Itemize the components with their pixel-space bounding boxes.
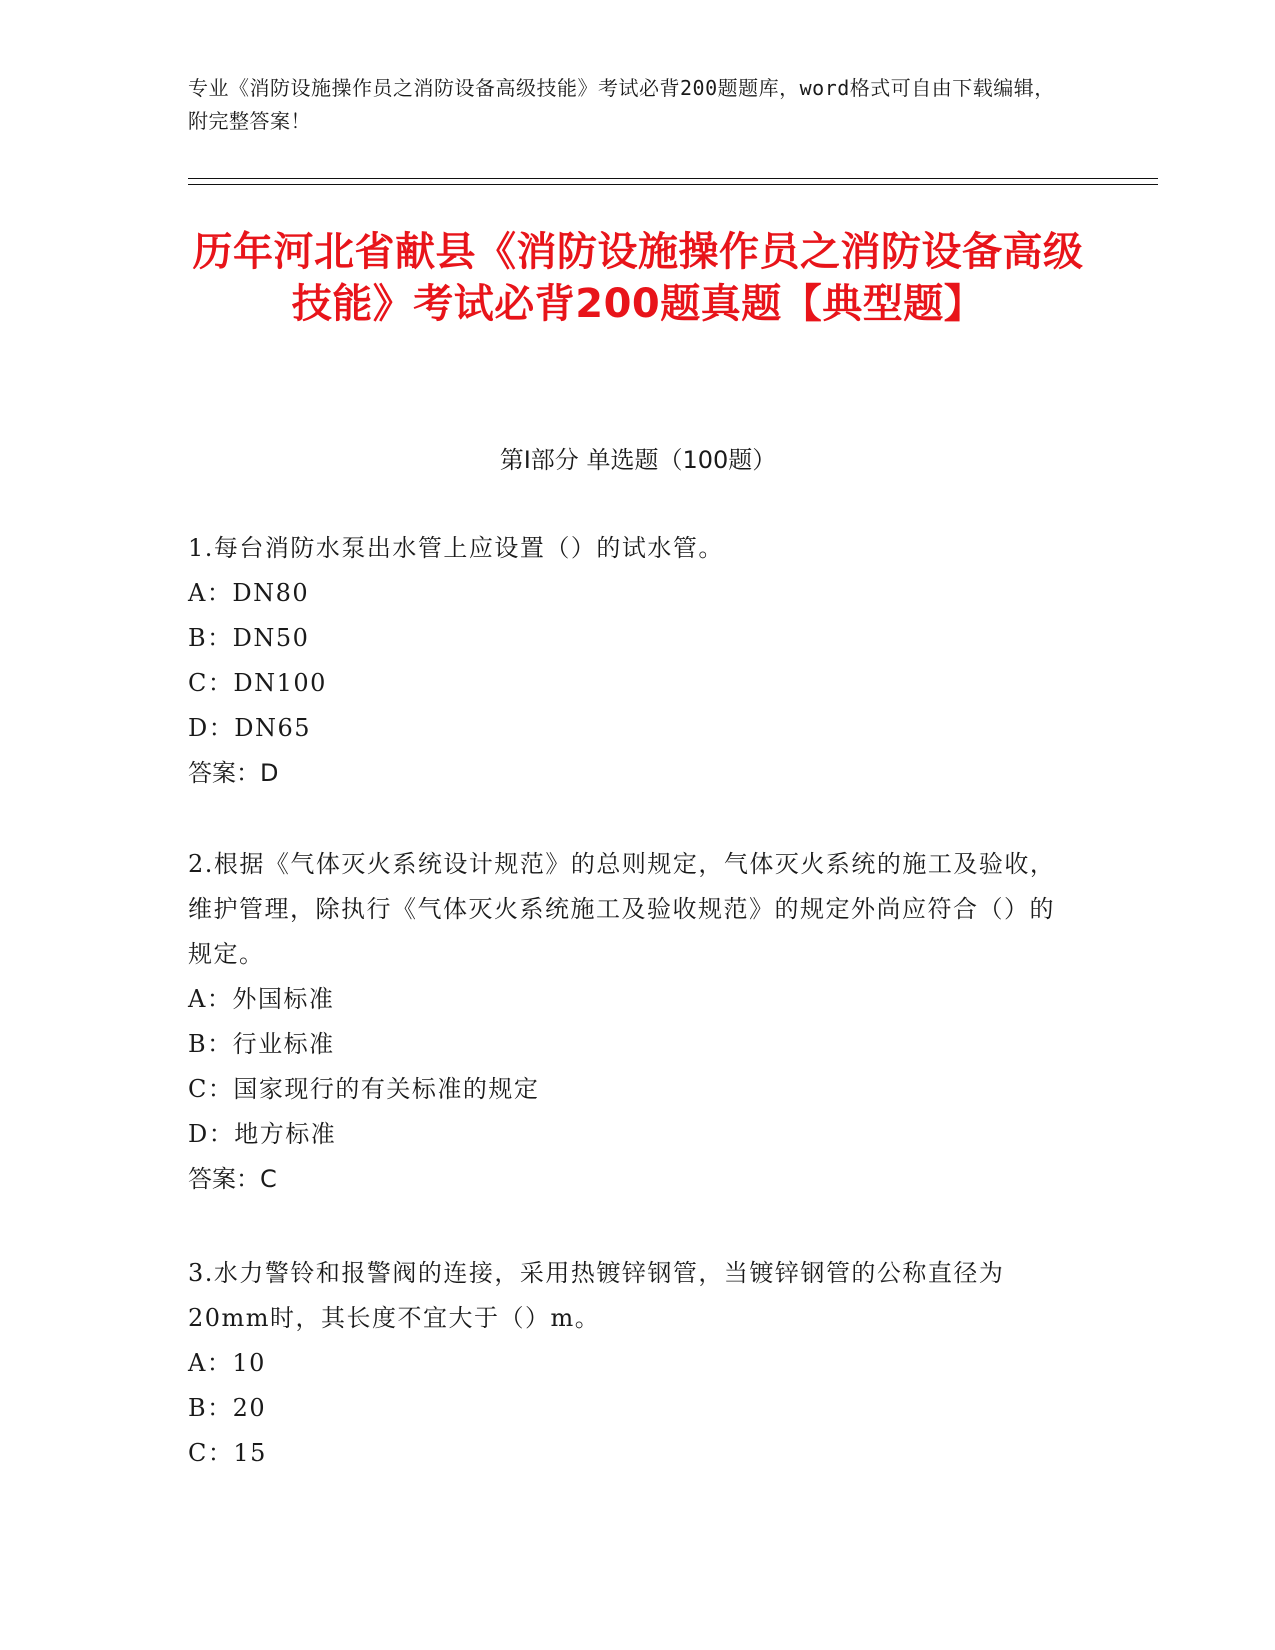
option-a: A：外国标准 (188, 985, 335, 1013)
header-note: 专业《消防设施操作员之消防设备高级技能》考试必背200题题库，word格式可自由下载编辑，附完整答案！ (188, 76, 1055, 133)
question-stem: 2.根据《气体灭火系统设计规范》的总则规定，气体灭火系统的施工及验收，维护管理，除执行《气体灭火系统施工及验收规范》的规定外尚应符合（）的规定。 (188, 850, 1056, 968)
option-c: C：DN100 (188, 669, 327, 697)
option-c: C：国家现行的有关标准的规定 (188, 1075, 540, 1103)
option-d: D：地方标准 (188, 1120, 337, 1148)
question-1 (188, 526, 1068, 796)
option-b: B：行业标准 (188, 1030, 335, 1058)
option-b: B：DN50 (188, 624, 310, 652)
header-divider-top (188, 178, 1158, 179)
answer: 答案：C (188, 1165, 277, 1193)
question-stem: 1.每台消防水泵出水管上应设置（）的试水管。 (188, 534, 724, 562)
option-b: B：20 (188, 1394, 267, 1422)
section-heading: 第I部分 单选题（100题） (499, 446, 777, 474)
header-divider-bottom (188, 184, 1158, 185)
option-a: A：10 (188, 1349, 266, 1377)
question-3 (188, 1251, 1068, 1476)
answer: 答案：D (188, 759, 279, 787)
option-a: A：DN80 (188, 579, 310, 607)
document-title: 历年河北省献县《消防设施操作员之消防设备高级技能》考试必背200题真题【典型题】 (192, 229, 1084, 327)
option-c: C：15 (188, 1439, 267, 1467)
question-stem: 3.水力警铃和报警阀的连接，采用热镀锌钢管，当镀锌钢管的公称直径为20mm时，其长度不宜大于（）m。 (188, 1259, 1005, 1332)
question-2 (188, 842, 1068, 1202)
option-d: D：DN65 (188, 714, 312, 742)
